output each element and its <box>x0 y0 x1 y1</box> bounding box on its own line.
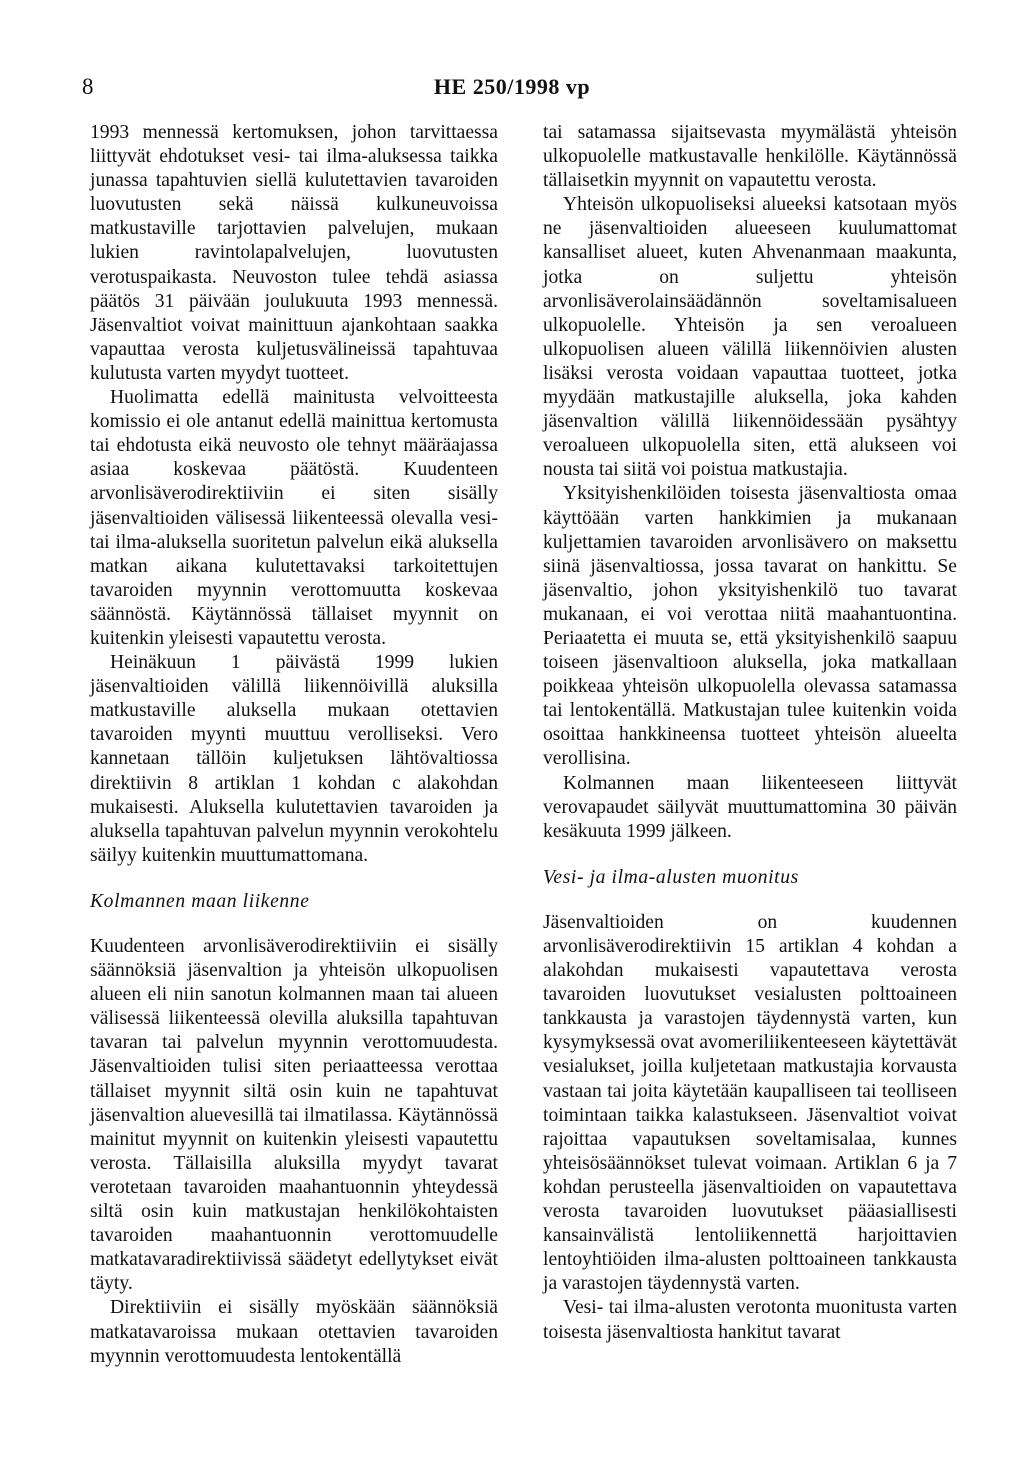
section-heading: Vesi- ja ilma-alusten muonitus <box>543 866 799 888</box>
paragraph: Kolmannen maan liikenteeseen liittyvät verovapaudet säilyvät muuttumattomina 30 päivän kesäkuuta 1999 jälkeen. <box>543 772 957 842</box>
paragraph: Huolimatta edellä mainitusta velvoitteesta komissio ei ole antanut edellä mainittua kertomusta tai ehdotusta eikä neuvosto ole tehnyt määräajassa asiaa koskevaa päätöstä. Kuudenteen arvonlisäverodirektiiviin ei siten sisälly jäsenvaltioiden välisessä liikenteessä olevalla vesi- tai ilma-aluksella suoritetun palvelun eikä aluksella matkan aikana kulutettavaksi tarkoitettujen tavaroiden myynnin verottomuutta koskevaa säännöstä. Käytännössä tällaiset myynnit on kuitenkin yleisesti vapautettu verosta. <box>90 387 498 649</box>
paragraph: 1993 mennessä kertomuksen, johon tarvittaessa liittyvät ehdotukset vesi- tai ilma-aluksessa taikka junassa tapahtuvien siellä kulutettavien tavaroiden luovutusten sekä näissä kulkuneuvoissa matkustaville tarjottavien palvelujen, mukaan lukien ravintolapalvelujen, luovutusten verotuspaikasta. Neuvoston tulee tehdä asiassa päätös 31 päivään joulukuuta 1993 mennessä. Jäsenvaltiot voivat mainittuun ajankohtaan saakka vapauttaa verosta kuljetusvälineissä tapahtuvaa kulutusta varten myydyt tuotteet. <box>90 122 498 384</box>
right-column <box>543 121 957 1345</box>
running-head: HE 250/1998 vp <box>433 74 591 99</box>
page-number: 8 <box>82 74 94 99</box>
paragraph: tai satamassa sijaitsevasta myymälästä yhteisön ulkopuolelle matkustavalle henkilölle. Käytännössä tällaisetkin myynnit on vapautettu verosta. <box>543 122 957 192</box>
paragraph: Vesi- tai ilma-alusten verotonta muonitusta varten toisesta jäsenvaltiosta hankitut tavarat <box>543 1297 957 1343</box>
paragraph: Direktiiviin ei sisälly myöskään säännöksiä matkatavaroissa mukaan otettavien tavaroiden myynnin verottomuudesta lentokentällä <box>90 1297 498 1367</box>
paragraph: Heinäkuun 1 päivästä 1999 lukien jäsenvaltioiden välillä liikennöivillä aluksilla matkustaville aluksella mukaan otettavien tavaroiden myynti muuttuu verolliseksi. Vero kannetaan tällöin kuljetuksen lähtövaltiossa direktiivin 8 artiklan 1 kohdan c alakohdan mukaisesti. Aluksella kulutettavien tavaroiden ja aluksella tapahtuvan palvelun myynnin verokohtelu säilyy kuitenkin muuttumattomana. <box>90 652 498 866</box>
paragraph: Yhteisön ulkopuoliseksi alueeksi katsotaan myös ne jäsenvaltioiden alueeseen kuulumattomat kansalliset alueet, kuten Ahvenanmaan maakunta, jotka on suljettu yhteisön arvonlisäverolainsäädännön soveltamisalueen ulkopuolelle. Yhteisön ja sen veroalueen ulkopuolisen alueen välillä liikennöivien alusten lisäksi verosta voidaan vapauttaa tuotteet, jotka myydään matkustajille aluksella, joka kahden jäsenvaltion välillä liikennöidessään pysähtyy veroalueen ulkopuolella siten, että alukseen voi nousta tai siitä voi poistua matkustajia. <box>543 194 957 481</box>
left-column <box>90 121 498 1369</box>
paragraph: Kuudenteen arvonlisäverodirektiiviin ei sisälly säännöksiä jäsenvaltion ja yhteisön ulkopuolisen alueen eli niin sanotun kolmannen maan tai alueen välisessä liikenteessä olevilla aluksilla tapahtuvan tavaran tai palvelun myynnin verottomuudesta. Jäsenvaltioiden tulisi siten periaatteessa verottaa tällaiset myynnit siltä osin kuin ne tapahtuvat jäsenvaltion aluevesillä tai ilmatilassa. Käytännössä mainitut myynnit on kuitenkin yleisesti vapautettu verosta. Tällaisilla aluksilla myydyt tavarat verotetaan tavaroiden maahantuonnin yhteydessä siltä osin kuin matkustajan henkilökohtaisten tavaroiden maahantuonnin verottomuudelle matkatavaradirektiivissä säädetyt edellytykset eivät täyty. <box>90 936 498 1295</box>
paragraph: Yksityishenkilöiden toisesta jäsenvaltiosta omaa käyttöään varten hankkimien ja mukanaan kuljettamien tavaroiden arvonlisävero on maksettu siinä jäsenvaltiossa, jossa tavarat on hankittu. Se jäsenvaltio, johon yksityishenkilö tuo tavarat mukanaan, ei voi verottaa niitä maahantuontina. Periaatetta ei muuta se, että yksityishenkilö saapuu toiseen jäsenvaltioon aluksella, joka matkallaan poikkeaa yhteisön ulkopuolella olevassa satamassa tai lentokentällä. Matkustajan tulee kuitenkin voida osoittaa hankkineensa tuotteet yhteisön alueelta verollisina. <box>543 483 957 770</box>
paragraph: Jäsenvaltioiden on kuudennen arvonlisäverodirektiivin 15 artiklan 4 kohdan a alakohdan mukaisesti vapautettava verosta tavaroiden luovutukset vesialusten polttoaineen tankkausta ja varastojen täydennystä varten, kun kysymyksessä ovat avomeriliikenteeseen käytettävät vesialukset, joilla kuljetetaan matkustajia korvausta vastaan tai joita käytetään kaupalliseen tai teolliseen toimintaan taikka kalastukseen. Jäsenvaltiot voivat rajoittaa vapautuksen soveltamisalaa, kunnes yhteisösäännökset tulevat voimaan. Artiklan 6 ja 7 kohdan perusteella jäsenvaltioiden on vapautettava verosta tavaroiden luovutukset pääasiallisesti kansainvälistä lentoliikennettä harjoittavien lentoyhtiöiden ilma-alusten polttoaineen tankkausta ja varastojen täydennystä varten. <box>543 911 957 1295</box>
section-heading: Kolmannen maan liikenne <box>90 890 310 912</box>
